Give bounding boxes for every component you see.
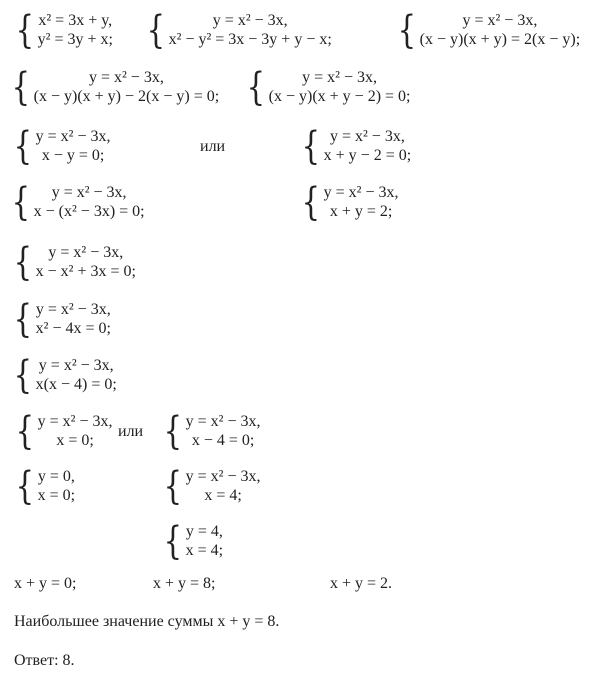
left-brace-glyph: { (13, 123, 33, 169)
system-10 (12, 239, 136, 285)
system-lines (38, 11, 113, 49)
system-lines (36, 127, 111, 165)
equation-line: x + y = 2; (329, 203, 393, 220)
equation-line: (x − y)(x + y − 2) = 0; (268, 88, 411, 105)
system-lines (36, 300, 111, 338)
system-15 (14, 463, 76, 509)
system-5 (245, 64, 411, 110)
equation-line: y = x² − 3x, (323, 184, 399, 201)
equation-line: y = x² − 3x, (38, 357, 114, 374)
system-17 (162, 518, 224, 564)
equation-line: x = 0; (56, 432, 94, 449)
system-lines (269, 68, 411, 106)
equation-line: y = x² − 3x, (48, 244, 124, 261)
system-4 (10, 64, 220, 110)
result-equation-3: x + y = 2. (330, 575, 393, 592)
equation-line: y = x² − 3x, (185, 413, 261, 430)
left-brace-glyph: { (13, 296, 33, 342)
equation-line: (x − y)(x + y) = 2(x − y); (419, 31, 581, 48)
system-12 (12, 352, 117, 398)
system-lines (38, 412, 113, 450)
left-brace-glyph: { (163, 463, 183, 509)
system-2 (145, 7, 332, 53)
equation-line: x + y − 2 = 0; (323, 147, 412, 164)
system-14 (162, 408, 261, 454)
equation-line: x² − 4x = 0; (35, 320, 111, 337)
left-brace-glyph: { (163, 518, 183, 564)
equation-line: y = x² − 3x, (51, 184, 127, 201)
left-brace-glyph: { (15, 463, 35, 509)
equation-line: y = 4, (185, 523, 223, 540)
equation-line: x − x² + 3x = 0; (35, 263, 136, 280)
equation-line: x − (x² − 3x) = 0; (33, 203, 145, 220)
system-lines (38, 467, 75, 505)
equation-line: y = x² − 3x, (88, 69, 164, 86)
equation-line: x = 0; (37, 487, 76, 504)
equation-line: y = x² − 3x, (212, 12, 288, 29)
equation-line: x = 4; (204, 487, 242, 504)
left-brace-glyph: { (163, 408, 183, 454)
equation-line: y = 0, (37, 468, 75, 485)
or-connector: или (118, 423, 144, 440)
equation-line: x − y = 0; (41, 147, 105, 164)
result-equation-2: x + y = 8; (153, 575, 216, 592)
equation-line: x² = 3x + y, (38, 12, 113, 29)
equation-line: y = x² − 3x, (302, 69, 377, 86)
system-lines (186, 467, 261, 505)
system-lines (420, 11, 581, 49)
system-lines (324, 127, 412, 165)
equation-line: x(x − 4) = 0; (35, 376, 117, 393)
system-lines (34, 183, 145, 221)
left-brace-glyph: { (11, 179, 31, 225)
system-lines (186, 522, 223, 560)
system-13 (14, 408, 113, 454)
equation-line: x² − y² = 3x − 3y + y − x; (168, 31, 332, 48)
left-brace-glyph: { (146, 7, 166, 53)
equation-line: y = x² − 3x, (462, 12, 538, 29)
left-brace-glyph: { (15, 7, 35, 53)
system-3 (396, 7, 581, 53)
left-brace-glyph: { (11, 64, 31, 110)
result-equation-1: x + y = 0; (14, 575, 77, 592)
answer-text: Ответ: 8. (14, 652, 75, 669)
left-brace-glyph: { (15, 408, 35, 454)
equation-line: y = x² − 3x, (35, 128, 111, 145)
left-brace-glyph: { (13, 352, 33, 398)
equation-line: y² = 3y + x; (37, 31, 113, 48)
left-brace-glyph: { (13, 239, 33, 285)
equation-line: y = x² − 3x, (35, 301, 111, 318)
system-lines (36, 356, 117, 394)
system-11 (12, 296, 111, 342)
system-7 (300, 123, 412, 169)
system-lines (34, 68, 220, 106)
equation-line: x − 4 = 0; (191, 432, 255, 449)
system-8 (10, 179, 145, 225)
system-1 (14, 7, 113, 53)
system-lines (169, 11, 332, 49)
equation-line: y = x² − 3x, (37, 413, 113, 430)
system-6 (12, 123, 111, 169)
system-9 (300, 179, 399, 225)
or-connector: или (200, 138, 226, 155)
left-brace-glyph: { (397, 7, 417, 53)
equation-line: y = x² − 3x, (329, 128, 405, 145)
left-brace-glyph: { (301, 123, 321, 169)
equation-line: x = 4; (185, 542, 224, 559)
system-16 (162, 463, 261, 509)
equation-line: (x − y)(x + y) − 2(x − y) = 0; (33, 88, 220, 105)
conclusion-text: Наибольшее значение суммы x + y = 8. (14, 613, 280, 630)
system-lines (186, 412, 261, 450)
equation-line: y = x² − 3x, (185, 468, 261, 485)
left-brace-glyph: { (301, 179, 321, 225)
left-brace-glyph: { (246, 64, 266, 110)
system-lines (36, 243, 136, 281)
system-lines (324, 183, 399, 221)
